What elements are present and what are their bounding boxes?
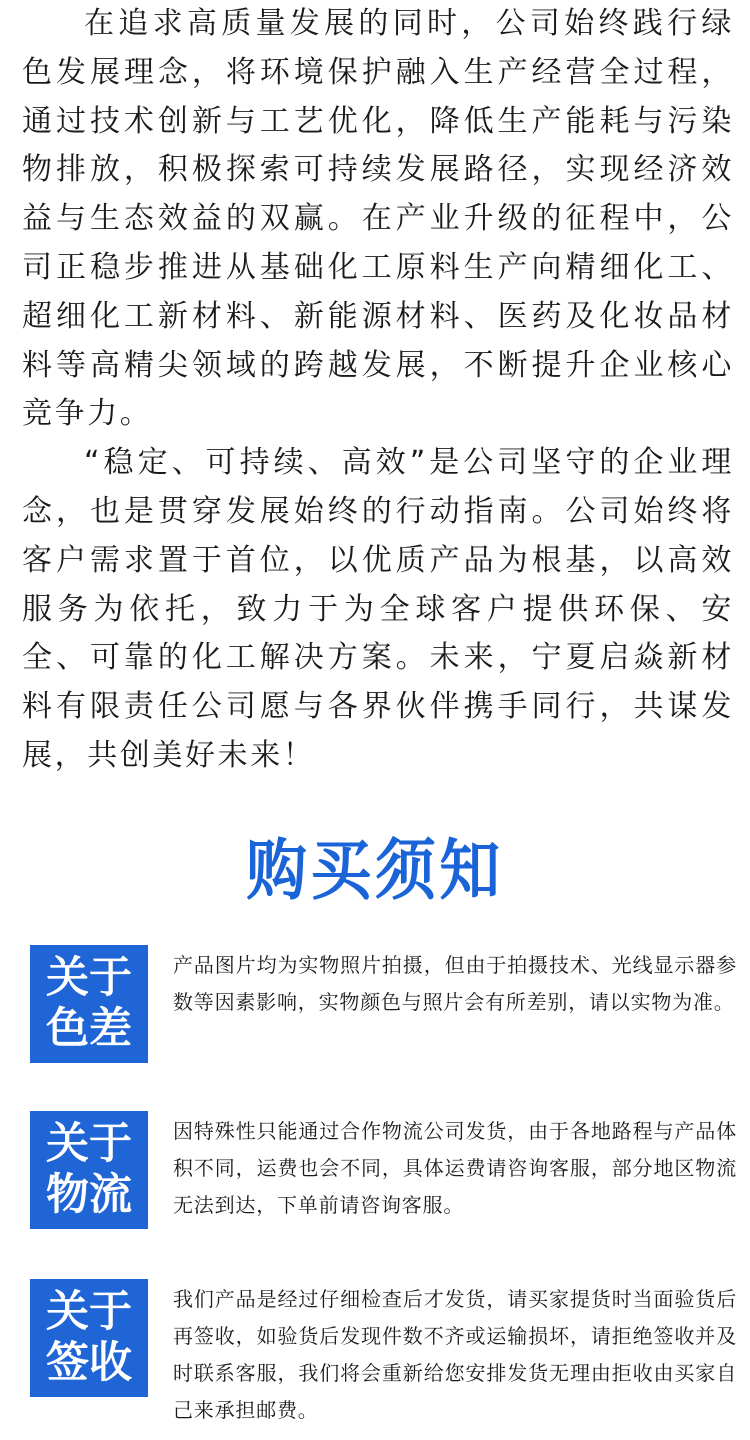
badge-color-difference [30,945,148,1063]
purchase-notice-title: 购买须知 [246,832,504,909]
badge-line-2: 物流 [46,1170,132,1220]
badge-line-2: 色差 [46,1004,132,1054]
badge-line-2: 签收 [46,1338,132,1388]
company-intro [22,0,734,781]
intro-paragraph-1: 在追求高质量发展的同时，公司始终践行绿色发展理念，将环境保护融入生产经营全过程，通过技术创新与工艺优化，降低生产能耗与污染物排放，积极探索可持续发展路径，实现经济效益与生态效益的双赢。在产业升级的征程中，公司正稳步推进从基础化工原料生产向精细化工、超细化工新材料、新能源材料、医药及化妆品材料等高精尖领域的跨越发展，不断提升企业核心竞争力。 [22,6,734,432]
badge-logistics [30,1111,148,1229]
badge-signing [30,1279,148,1397]
notice-text-signing: 我们产品是经过仔细检查后才发货，请买家提货时当面验货后再签收，如验货后发现件数不齐或运输损坏，请拒绝签收并及时联系客服，我们将会重新给您安排发货无理由拒收由买家自己来承担邮费。 [173,1287,737,1422]
badge-line-1: 关于 [46,1287,132,1337]
badge-line-1: 关于 [46,1119,132,1169]
intro-paragraph-2: “稳定、可持续、高效”是公司坚守的企业理念，也是贯穿发展始终的行动指南。公司始终将客户需求置于首位，以优质产品为根基，以高效服务为依托，致力于为全球客户提供环保、安全、可靠的化工解决方案。未来，宁夏启焱新材料有限责任公司愿与各界伙伴携手同行，共谋发展，共创美好未来！ [22,445,734,773]
badge-line-1: 关于 [46,953,132,1003]
notice-text-logistics: 因特殊性只能通过合作物流公司发货，由于各地路程与产品体积不同，运费也会不同，具体运费请咨询客服，部分地区物流无法到达，下单前请咨询客服。 [173,1119,737,1217]
notice-text-color-difference: 产品图片均为实物照片拍摄，但由于拍摄技术、光线显示器参数等因素影响，实物颜色与照片会有所差别，请以实物为准。 [173,953,737,1014]
